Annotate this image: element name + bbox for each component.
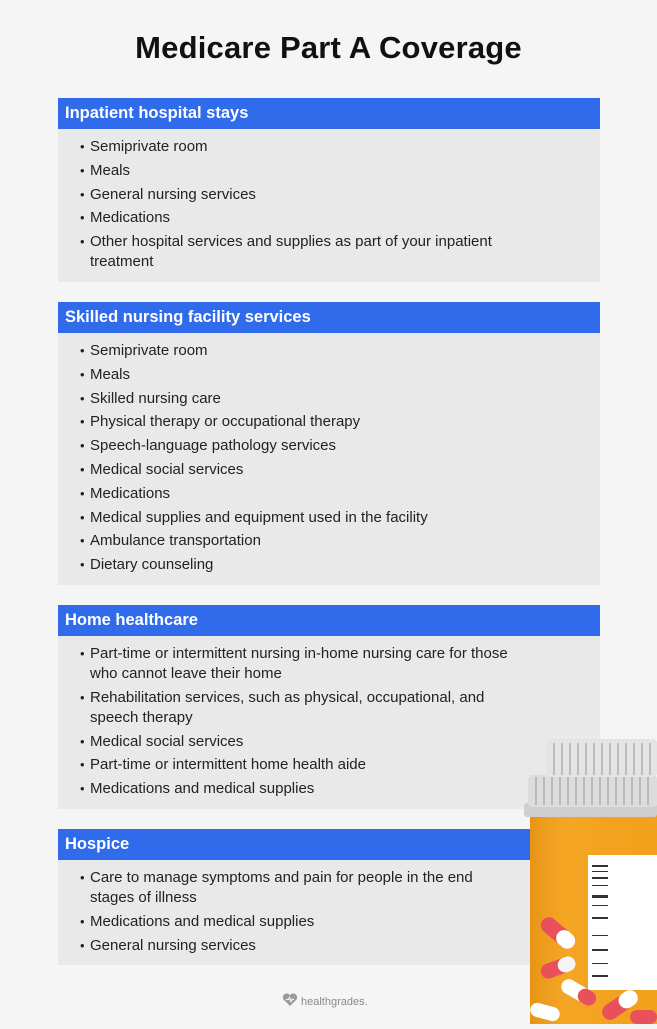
list-item: • Part-time or intermittent home health aide (80, 755, 510, 775)
list-item: • Meals (80, 161, 510, 181)
section-home-healthcare (58, 605, 600, 809)
list-item: • Medical social services (80, 460, 510, 480)
section-inpatient-hospital-stays (58, 98, 600, 282)
section-skilled-nursing-facility-services (58, 302, 600, 585)
list-item: • Speech-language pathology services (80, 436, 510, 456)
list-item: • Medications (80, 484, 510, 504)
list-item: • General nursing services (80, 185, 510, 205)
pill-bottle-icon (520, 735, 657, 1024)
list-item: • Dietary counseling (80, 555, 510, 575)
section-heading: Inpatient hospital stays (58, 98, 600, 129)
healthgrades-logo (282, 993, 368, 1010)
section-body (58, 860, 578, 965)
list-item: • Medications and medical supplies (80, 912, 510, 932)
coverage-list (58, 644, 600, 799)
list-item: • Medical social services (80, 732, 510, 752)
list-item: • Ambulance transportation (80, 531, 510, 551)
section-heading: Home healthcare (58, 605, 600, 636)
list-item: • Physical therapy or occupational therapy (80, 412, 510, 432)
coverage-list (58, 341, 600, 575)
logo-text: healthgrades. (301, 995, 368, 1008)
list-item: • Meals (80, 365, 510, 385)
list-item: • Semiprivate room (80, 137, 510, 157)
list-item: • Other hospital services and supplies as part of your inpatient treatment (80, 232, 510, 272)
section-body (58, 333, 600, 585)
list-item: • Medications (80, 208, 510, 228)
heart-icon (282, 993, 298, 1010)
list-item: • Care to manage symptoms and pain for people in the end stages of illness (80, 868, 510, 908)
coverage-list (58, 137, 600, 272)
list-item: • Skilled nursing care (80, 389, 510, 409)
coverage-list (58, 868, 578, 956)
list-item: • Part-time or intermittent nursing in-home nursing care for those who cannot leave their home (80, 644, 510, 684)
page-title: Medicare Part A Coverage (135, 30, 522, 65)
section-heading: Skilled nursing facility services (58, 302, 600, 333)
list-item: • Medications and medical supplies (80, 779, 510, 799)
list-item: • Medical supplies and equipment used in the facility (80, 508, 510, 528)
section-body (58, 129, 600, 282)
section-heading: Hospice (58, 829, 578, 860)
list-item: • Rehabilitation services, such as physical, occupational, and speech therapy (80, 688, 510, 728)
list-item: • General nursing services (80, 936, 510, 956)
section-body (58, 636, 600, 809)
section-hospice (58, 829, 578, 965)
list-item: • Semiprivate room (80, 341, 510, 361)
